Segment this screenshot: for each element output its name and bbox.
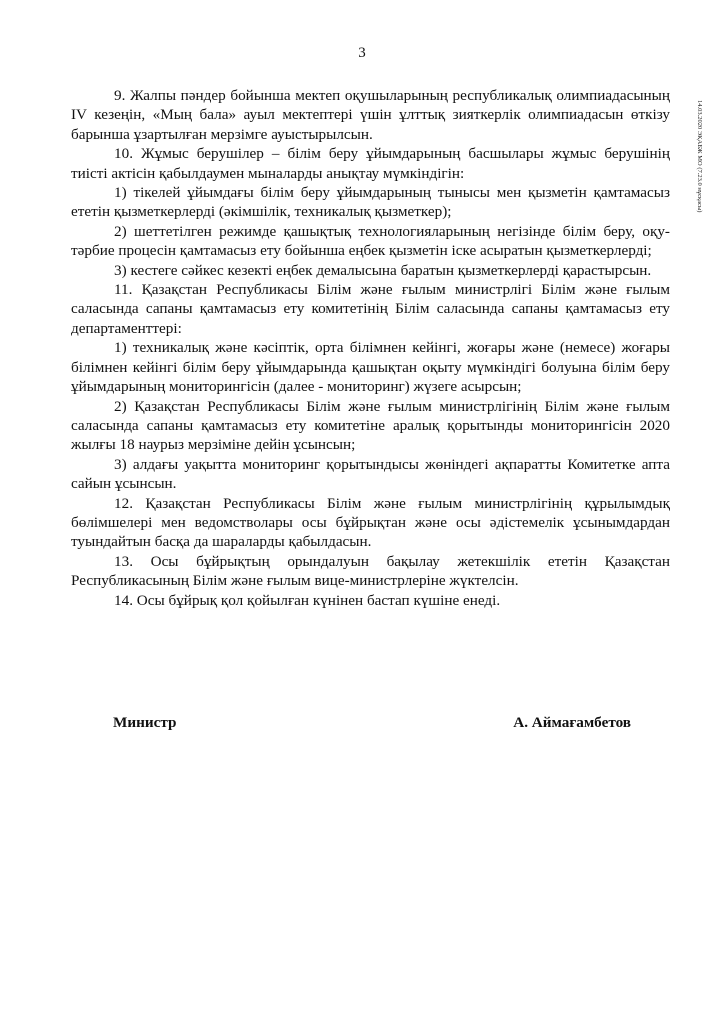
- page-number: 3: [358, 45, 366, 61]
- paragraph-11-item-3: 3) алдағы уақытта мониторинг қорытындысы жөніндегі ақпаратты Комитетке апта сайын ұсынсын.: [71, 455, 670, 493]
- paragraph-10-item-2: 2) шеттетілген режимде қашықтық технологияларының негізінде білім беру, оқу-тәрбие процесін қамтамасыз ету бойынша еңбек қызметін іске асыратын қызметкерлерді;: [71, 222, 670, 260]
- paragraph-10-item-3: 3) кестеге сәйкес кезекті еңбек демалысына баратын қызметкерлерді қарастырсын.: [114, 261, 652, 279]
- document-body: [71, 86, 670, 610]
- paragraph-11-item-2: 2) Қазақстан Республикасы Білім және ғылым министрлігінің Білім және ғылым саласында сапаны қамтамасыз ету комитетіне аралық қорытынды мониторингісін 2020 жылғы 18 наурыз мерзіміне дейін ұсынсын;: [71, 397, 670, 454]
- paragraph-11: 11. Қазақстан Республикасы Білім және ғылым министрлігі Білім және ғылым саласында сапаны қамтамасыз ету комитетінің Білім саласында сапаны қамтамасыз ету департаменттері:: [71, 281, 670, 337]
- side-stamp: 14.03.2020 ЭҚАБЖ МО (7.23.0 нұсқасы): [696, 100, 703, 213]
- signature-block: [113, 713, 631, 732]
- paragraph-10: 10. Жұмыс берушілер – білім беру ұйымдарының басшылары жұмыс берушінің тиісті актісін қабылдаумен мыналарды анықтау мүмкіндігін:: [71, 145, 670, 182]
- paragraph-13: 13. Осы бұйрықтың орындалуын бақылау жетекшілік ететін Қазақстан Республикасының Білім және ғылым вице-министрлеріне жүктелсін.: [71, 552, 670, 590]
- paragraph-12: 12. Қазақстан Республикасы Білім және ғылым министрлігінің құрылымдық бөлімшелері мен ведомстволары осы бұйрықтан және осы әдістемелік ұсынымдардан туындайтын басқа да шараларды қабылдасын.: [71, 494, 670, 551]
- paragraph-10-item-1: 1) тікелей ұйымдағы білім беру ұйымдарының тынысы мен қызметін қамтамасыз ететін қызметкерлерді (әкімшілік, техникалық қызметкер);: [71, 184, 670, 221]
- signature-position: Министр: [113, 714, 177, 731]
- paragraph-11-item-1: 1) техникалық және кәсіптік, орта білімнен кейінгі, жоғары және (немесе) жоғары білімнен кейінгі білім беру ұйымдарында қашықтан оқыту мүмкіндігі болуына білім беру ұйымдарының мониторингісін (далее - мониторинг) жүзеге асырсын;: [71, 339, 670, 396]
- paragraph-9: 9. Жалпы пәндер бойынша мектеп оқушыларының республикалық олимпиадасының IV кезеңін, «Мың бала» ауыл мектептері үшін ұлттық зияткерлік олимпиадасын өткізу барынша ұзартылған мерзімге ауыстырылсын.: [71, 87, 670, 143]
- signature-name: А. Аймағамбетов: [513, 714, 631, 731]
- paragraph-14: 14. Осы бұйрық қол қойылған күнінен бастап күшіне енеді.: [114, 591, 501, 609]
